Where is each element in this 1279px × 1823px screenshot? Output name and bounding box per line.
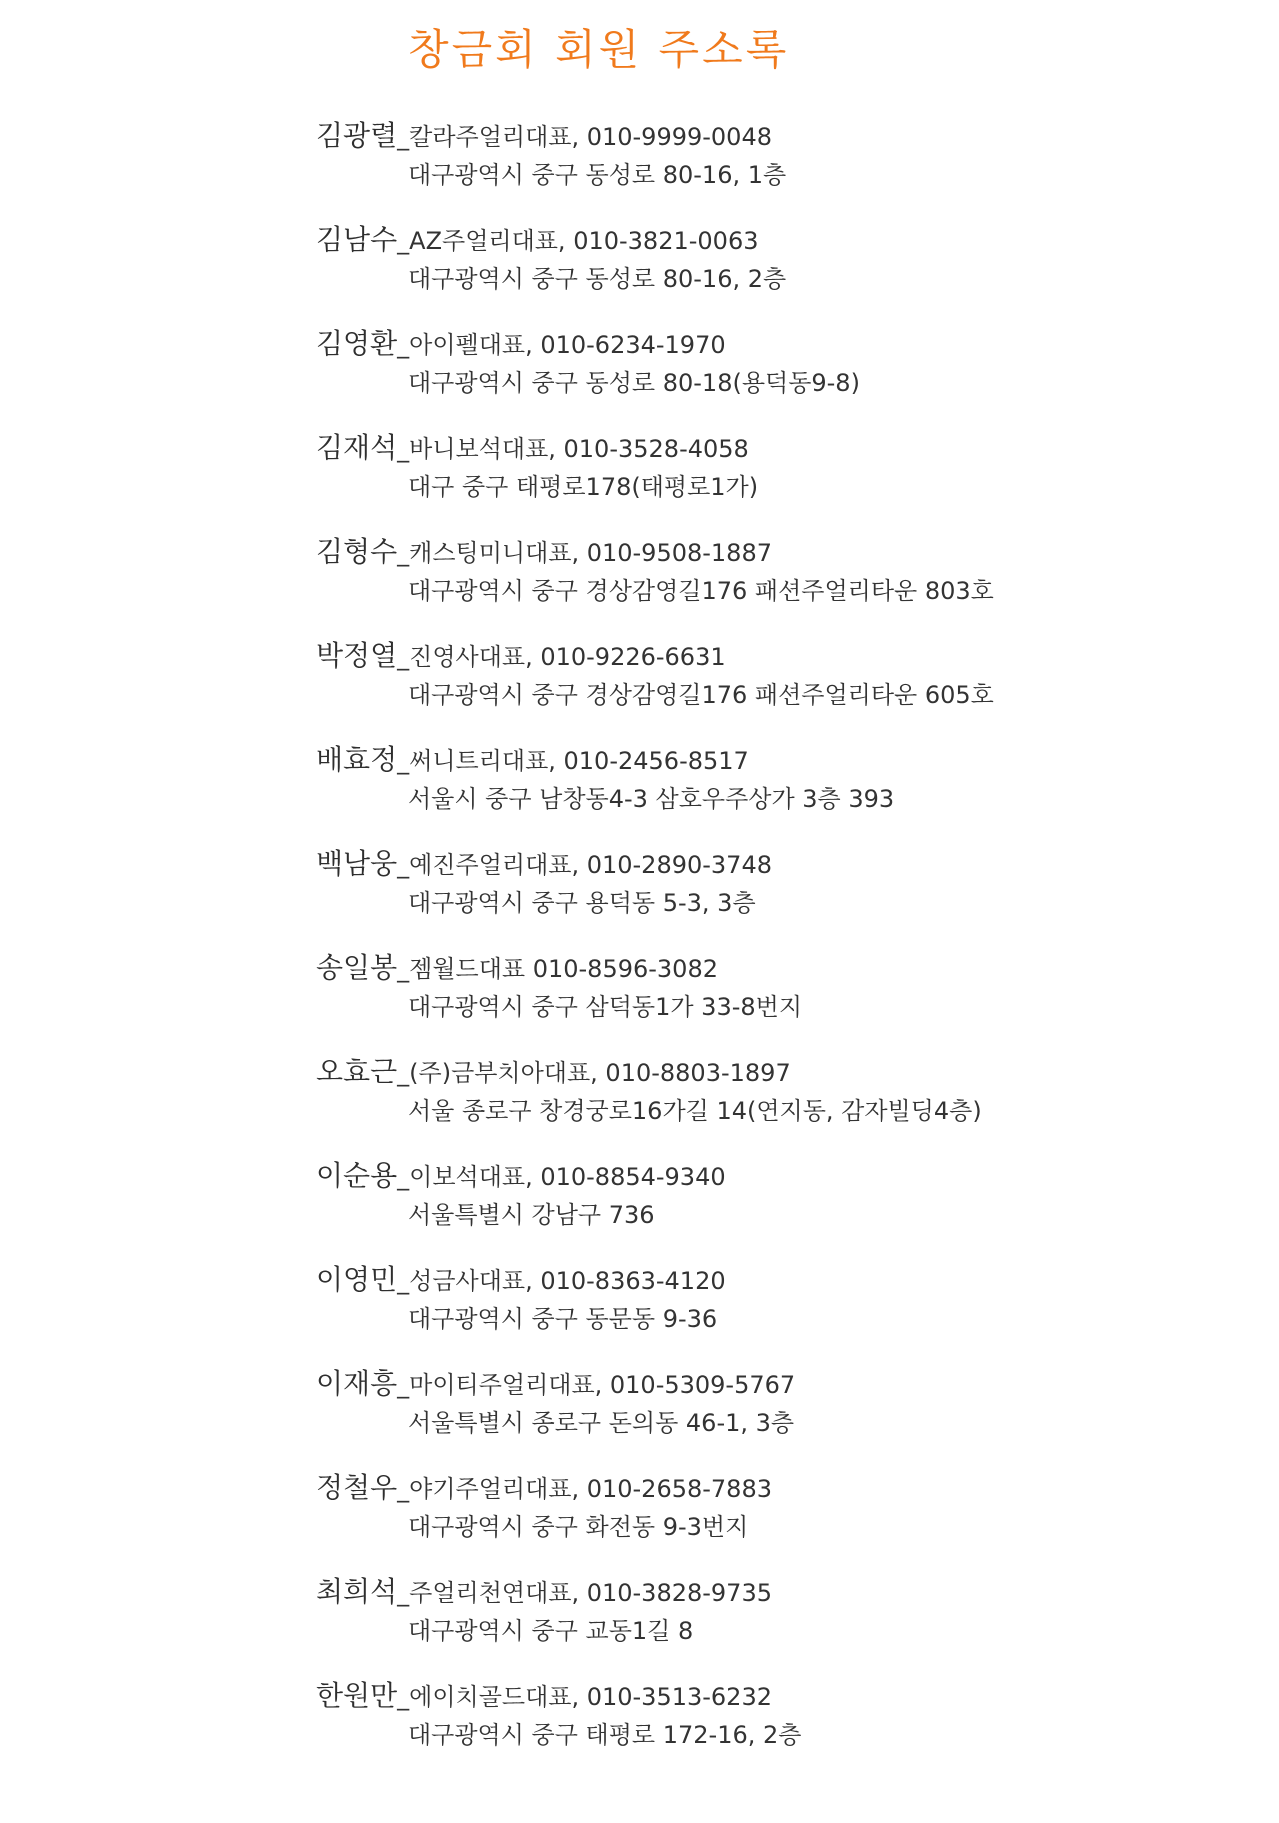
member-address: 대구광역시 중구 태평로 172-16, 2층 bbox=[408, 1721, 802, 1749]
member-address: 서울특별시 종로구 돈의동 46-1, 3층 bbox=[408, 1409, 795, 1437]
member-name: 이재흥 bbox=[316, 1367, 398, 1400]
member-entry bbox=[316, 1364, 1216, 1468]
member-name: 김남수 bbox=[316, 223, 398, 256]
document-title: 창금회 회원 주소록 bbox=[408, 25, 790, 74]
member-entry bbox=[316, 1260, 1216, 1364]
member-entry bbox=[316, 220, 1216, 324]
member-address: 대구광역시 중구 교동1길 8 bbox=[408, 1617, 694, 1645]
member-business-phone: _젬월드대표 010-8596-3082 bbox=[397, 955, 718, 983]
member-business-phone: _야기주얼리대표, 010-2658-7883 bbox=[397, 1475, 772, 1503]
member-entry bbox=[316, 1156, 1216, 1260]
member-business-phone: _아이펠대표, 010-6234-1970 bbox=[397, 331, 726, 359]
member-name: 백남웅 bbox=[316, 847, 398, 880]
member-name: 박정열 bbox=[316, 639, 398, 672]
member-business-phone: _진영사대표, 010-9226-6631 bbox=[397, 643, 726, 671]
member-address: 대구광역시 중구 경상감영길176 패션주얼리타운 605호 bbox=[408, 681, 994, 709]
member-entry bbox=[316, 324, 1216, 428]
member-entry bbox=[316, 532, 1216, 636]
member-name: 송일봉 bbox=[316, 951, 398, 984]
member-entry bbox=[316, 116, 1216, 220]
member-business-phone: _칼라주얼리대표, 010-9999-0048 bbox=[397, 123, 772, 151]
member-address: 대구광역시 중구 용덕동 5-3, 3층 bbox=[408, 889, 756, 917]
member-name: 이순용 bbox=[316, 1159, 398, 1192]
member-name: 김형수 bbox=[316, 535, 398, 568]
member-address: 대구광역시 중구 동성로 80-16, 2층 bbox=[408, 265, 787, 293]
member-address: 서울시 중구 남창동4-3 삼호우주상가 3층 393 bbox=[408, 785, 895, 813]
member-business-phone: _AZ주얼리대표, 010-3821-0063 bbox=[397, 227, 759, 255]
member-entry bbox=[316, 1468, 1216, 1572]
member-address: 대구광역시 중구 동성로 80-16, 1층 bbox=[408, 161, 787, 189]
member-business-phone: _(주)금부치아대표, 010-8803-1897 bbox=[397, 1059, 791, 1087]
member-address: 대구광역시 중구 동문동 9-36 bbox=[408, 1305, 718, 1333]
member-entry bbox=[316, 428, 1216, 532]
member-entry bbox=[316, 636, 1216, 740]
member-business-phone: _바니보석대표, 010-3528-4058 bbox=[397, 435, 749, 463]
member-name: 김영환 bbox=[316, 327, 398, 360]
member-name: 오효근 bbox=[316, 1055, 398, 1088]
member-business-phone: _에이치골드대표, 010-3513-6232 bbox=[397, 1683, 772, 1711]
member-business-phone: _주얼리천연대표, 010-3828-9735 bbox=[397, 1579, 772, 1607]
member-address: 대구광역시 중구 경상감영길176 패션주얼리타운 803호 bbox=[408, 577, 994, 605]
member-address: 대구 중구 태평로178(태평로1가) bbox=[408, 473, 759, 501]
member-entry bbox=[316, 844, 1216, 948]
member-address: 대구광역시 중구 화전동 9-3번지 bbox=[408, 1513, 749, 1541]
member-entry bbox=[316, 1676, 1216, 1780]
member-name: 최희석 bbox=[316, 1575, 398, 1608]
member-list bbox=[316, 116, 1216, 1780]
member-entry bbox=[316, 740, 1216, 844]
member-name: 정철우 bbox=[316, 1471, 398, 1504]
member-address: 서울특별시 강남구 736 bbox=[408, 1201, 655, 1229]
member-name: 배효정 bbox=[316, 743, 398, 776]
member-address: 대구광역시 중구 동성로 80-18(용덕동9-8) bbox=[408, 369, 860, 397]
member-business-phone: _성금사대표, 010-8363-4120 bbox=[397, 1267, 726, 1295]
member-name: 김광렬 bbox=[316, 119, 398, 152]
member-entry bbox=[316, 948, 1216, 1052]
member-address: 서울 종로구 창경궁로16가길 14(연지동, 감자빌딩4층) bbox=[408, 1097, 982, 1125]
member-business-phone: _마이티주얼리대표, 010-5309-5767 bbox=[397, 1371, 796, 1399]
member-address: 대구광역시 중구 삼덕동1가 33-8번지 bbox=[408, 993, 803, 1021]
member-business-phone: _캐스팅미니대표, 010-9508-1887 bbox=[397, 539, 772, 567]
member-entry bbox=[316, 1052, 1216, 1156]
member-name: 한원만 bbox=[316, 1679, 398, 1712]
member-name: 이영민 bbox=[316, 1263, 398, 1296]
member-business-phone: _예진주얼리대표, 010-2890-3748 bbox=[397, 851, 772, 879]
member-business-phone: _써니트리대표, 010-2456-8517 bbox=[397, 747, 749, 775]
member-entry bbox=[316, 1572, 1216, 1676]
member-business-phone: _이보석대표, 010-8854-9340 bbox=[397, 1163, 726, 1191]
member-name: 김재석 bbox=[316, 431, 398, 464]
